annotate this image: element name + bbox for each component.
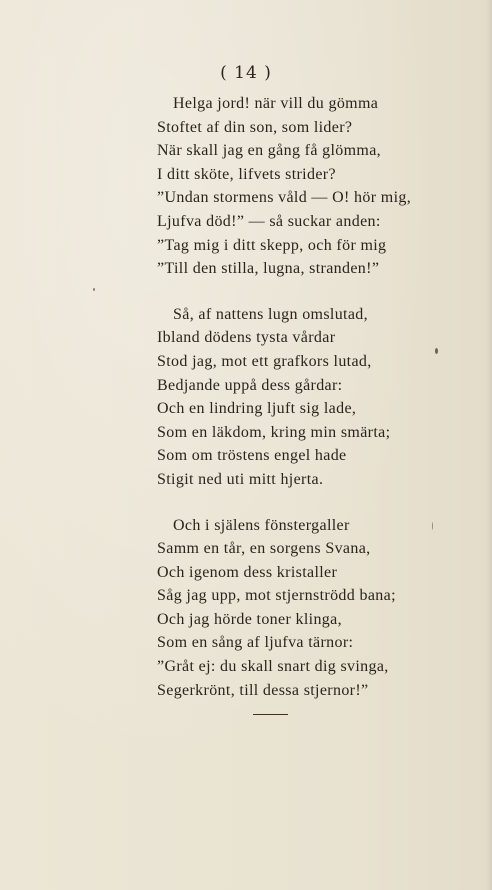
poem-line: ”Tag mig i ditt skepp, och för mig: [157, 236, 387, 254]
poem-line: Och i själens fönstergaller: [173, 516, 350, 534]
poem-line: Helga jord! när vill du gömma: [173, 95, 379, 112]
poem-line: Som en läkdom, kring min smärta;: [157, 423, 391, 441]
poem-line: Stod jag, mot ett grafkors lutad,: [157, 352, 372, 370]
stanza: [157, 92, 477, 281]
stanza: [157, 514, 477, 703]
poem-line: ”Till den stilla, lugna, stranden!”: [157, 260, 380, 278]
poem-line: ”Gråt ej: du skall snart dig svinga,: [157, 658, 389, 676]
end-rule: [253, 714, 288, 715]
page-number: ( 14 ): [220, 63, 272, 83]
poem-line: Ibland dödens tysta vårdar: [157, 329, 336, 347]
poem-line: Samm en tår, en sorgens Svana,: [157, 540, 371, 558]
stanza: [157, 303, 477, 492]
poem-line: Såg jag upp, mot stjernströdd bana;: [157, 587, 396, 605]
poem-line: Som om tröstens engel hade: [157, 447, 347, 465]
poem-line: Segerkrönt, till dessa stjernor!”: [157, 681, 369, 699]
poem-line: Så, af nattens lugn omslutad,: [173, 305, 369, 323]
poem-line: Som en sång af ljufva tärnor:: [157, 634, 354, 652]
poem-line: Och jag hörde toner klinga,: [157, 610, 342, 628]
poem-line: ”Undan stormens våld — O! hör mig,: [157, 189, 412, 207]
poem-line: Bedjande uppå dess gårdar:: [157, 376, 343, 394]
poem-line: Ljufva död!” — så suckar anden:: [157, 212, 381, 230]
paper-speck: [93, 288, 95, 291]
poem-line: När skall jag en gång få glömma,: [157, 142, 382, 160]
paper-speck: [435, 348, 438, 354]
poem-line: I ditt sköte, lifvets strider?: [157, 165, 336, 183]
poem-line: Stoftet af din son, som lider?: [157, 118, 353, 136]
poem-line: Och igenom dess kristaller: [157, 563, 338, 581]
poem: [157, 92, 477, 724]
poem-line: Stigit ned uti mitt hjerta.: [157, 470, 324, 488]
poem-line: Och en lindring ljuft sig lade,: [157, 400, 357, 418]
paper-speck: [432, 522, 433, 530]
